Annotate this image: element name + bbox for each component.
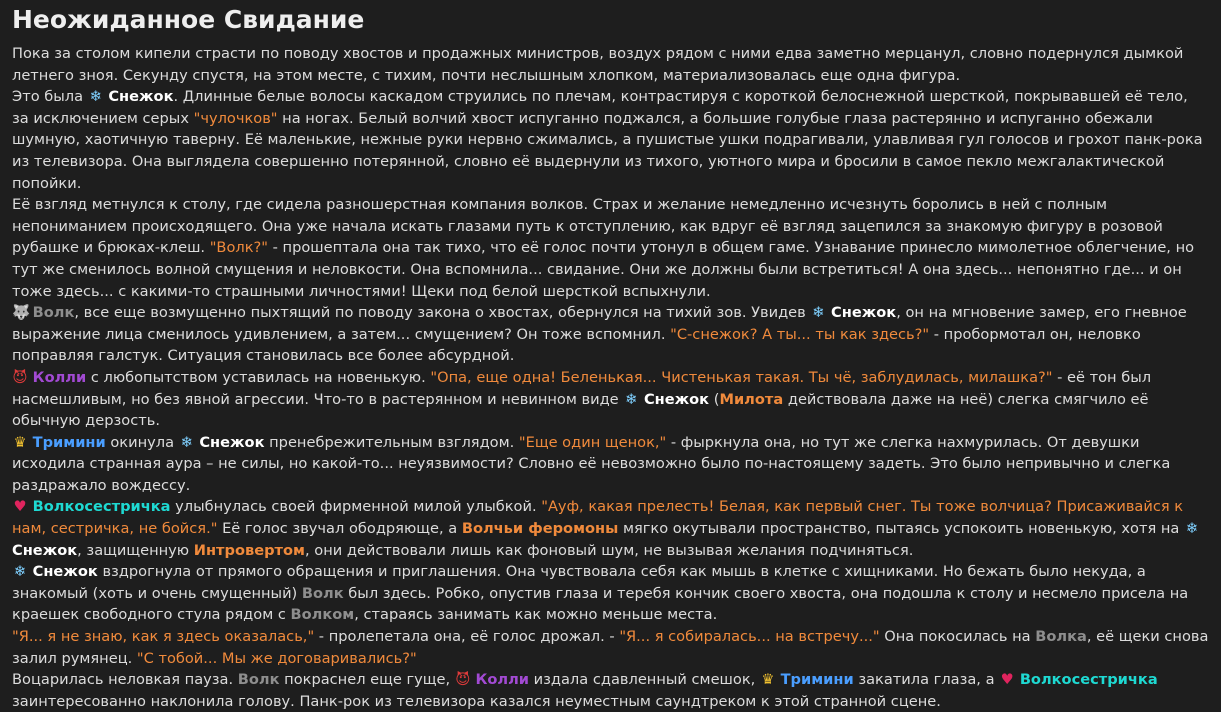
snowflake-icon: ❄ [1185,520,1199,538]
paragraph-text: действовала даже на неё) слегка смягчило её обычную дерзость. [12,390,1149,430]
paragraph-text: мягко окутывали пространство, пытаясь успокоить новенькую, хотя на [622,520,1180,538]
paragraph-text: , её щеки снова залил румянец. [12,628,1209,667]
paragraph-1 [12,43,1209,86]
paragraph-text: был здесь. Робко, опустив глаза и теребя кончик своего хвоста, она подошла к столу и несмело присела на краешек свободного стула рядом с [12,584,1189,624]
character-name-volkosestrichka: Волкосестричка [32,498,171,516]
paragraph-text: , они действовали лишь как фоновый шум, не вызывая желания подчиняться. [304,541,914,559]
paragraph-text: улыбнулась своей фирменной милой улыбкой. [175,498,537,516]
character-name-trimini: Тримини [780,671,854,689]
paragraph-text: - пролепетала она, её голос дрожал. - [318,628,615,646]
crown-icon: ♛ [13,433,27,451]
quote-text: "Еще один щенок," [518,433,667,451]
trait-introvert: Интровертом [193,541,305,559]
paragraph-text: с любопытством уставилась на новенькую. [90,368,426,386]
quote-text: "Я... я собиралась... на встречу..." [619,628,880,646]
paragraph-3 [12,194,1209,302]
paragraph-10 [12,669,1209,712]
character-name-snezhok: Снежок [199,433,265,451]
paragraph-text: покраснел еще гуще, [284,671,451,689]
character-name-snezhok: Снежок [32,563,98,581]
paragraph-text: - её тон был насмешливым, но без явной агрессии. Что-то в растерянном и невинном виде [12,368,1152,408]
quote-text: "С тобой... Мы же договаривались?" [136,649,417,667]
character-name-volk: Волк [301,584,344,602]
heart-icon: ♥ [13,498,27,516]
paragraph-text: Это была [12,88,84,106]
paragraph-text: вздрогнула от прямого обращения и приглашения. Она чувствовала себя как мышь в клетке с хищниками. Но бежать было некуда, а знакомый (хоть и очень смущенный) [12,563,1146,602]
heart-icon: ♥ [1000,671,1014,689]
crown-icon: ♛ [761,671,775,689]
quote-text: "Волк?" [209,239,268,257]
paragraph-2 [12,86,1209,194]
character-name-snezhok: Снежок [643,390,710,408]
paragraph-4 [12,302,1209,367]
character-name-snezhok: Снежок [12,541,78,559]
character-name-volkom: Волком [290,606,355,624]
quote-text: "Опа, еще одна! Беленькая... Чистенькая такая. Ты чё, заблудилась, милашка?" [430,368,1053,386]
paragraph-text: , защищенную [77,541,190,559]
paragraph-text: Пока за столом кипели страсти по поводу хвостов и продажных министров, воздух рядом с ними едва заметно мерцанул, словно подернулся дымкой летнего зноя. Секунду спустя, на этом месте, с тихим, почти неслышным хлопком, материализовалась еще одна фигура. [12,45,1184,84]
snowflake-icon: ❄ [812,304,825,322]
character-name-kolli: Колли [475,671,530,689]
paragraph-text: пренебрежительным взглядом. [269,433,515,451]
paragraph-5 [12,367,1209,432]
snowflake-icon: ❄ [89,88,102,106]
snowflake-icon: ❄ [13,563,27,581]
trait-volchi-feromony: Волчьи феромоны [461,520,619,538]
character-name-volka: Волка [1035,628,1087,646]
quote-text: "Я... я не знаю, как я здесь оказалась," [12,628,315,646]
paragraph-text: заинтересованно наклонила голову. Панк-рок из телевизора казался неуместным саундтреком к этой странной сцене. [12,692,941,710]
snowflake-icon: ❄ [180,433,193,451]
paragraph-text: окинула [110,433,175,451]
character-name-volk: Волк [237,671,280,689]
quote-text: "чулочков" [193,109,278,127]
paragraph-text: Она покосилась на [884,628,1031,646]
quote-text: "С-снежок? А ты... ты как здесь?" [670,325,930,343]
paragraph-text: - фыркнула она, но тут же слегка нахмурилась. От девушки исходила странная аура – не силы, но какой-то... неуязвимости? Словно её невозможно было по-настоящему задеть. Это было непривычно и слегка раздражало вождессу. [12,433,1171,494]
paragraph-6 [12,432,1209,497]
character-name-kolli: Колли [32,368,87,386]
paragraph-text: закатила глаза, а [858,671,995,689]
paragraph-text: Воцарилась неловкая пауза. [12,671,234,689]
character-name-volk: Волк [32,304,75,322]
trait-milota: Милота [719,390,784,408]
character-name-volkosestrichka: Волкосестричка [1019,671,1158,689]
wolf-icon: 🐺 [12,304,31,322]
paragraph-text: ( [713,390,720,408]
paragraph-7 [12,496,1209,561]
quote-text: "Ауф, какая прелесть! Белая, как первый снег. Ты тоже волчица? Присаживайся к нам, сестричка, не бойся." [12,498,1184,538]
character-name-snezhok: Снежок [831,304,897,322]
paragraph-text: . Длинные белые волосы каскадом струились по плечам, контрастируя с короткой белоснежной шерсткой, покрывавшей её тело, за исключением серых [12,88,1188,127]
paragraph-text: на ногах. Белый волчий хвост испуганно поджался, а большие голубые глаза растерянно и испуганно обежали шумную, хаотичную таверну. Её маленькие, нежные руки нервно сжимались, а пушистые ушки подрагивали, улавливая гул голосов и грохот панк-рока из телевизора. Она выглядела совершенно потерянной, словно её выдернули из тихого, уютного мира и бросили в самое пекло межгалактической попойки. [12,109,1203,192]
paragraph-text: , все еще возмущенно пыхтящий по поводу закона о хвостах, обернулся на тихий зов. Увидев [74,304,806,322]
character-name-snezhok: Снежок [108,88,174,106]
paragraph-text: Её голос звучал ободряюще, а [222,520,458,538]
paragraph-8 [12,561,1209,626]
paragraph-text: - прошептала она так тихо, что её голос почти утонул в общем гаме. Узнавание принесло мимолетное облегчение, но тут же сменилось волной смущения и неловкости. Она вспомнила... свидание. Они же должны были встретиться! А она здесь... непонятно где... и он тоже здесь... с какими-то страшными личностями! Щеки под белой шерсткой вспыхнули. [12,239,1195,300]
devil-icon: 😈 [12,368,28,386]
paragraph-text: Её взгляд метнулся к столу, где сидела разношерстная компания волков. Страх и желание немедленно исчезнуть боролись в ней с полным непониманием происходящего. Она уже начала искать глазами путь к отступлению, как вдруг её взгляд зацепился за знакомую фигуру в розовой рубашке и брюках-клеш. [12,196,1163,257]
paragraph-text: , он на мгновение замер, его гневное выражение лица сменилось удивлением, а затем... смущением? Он тоже вспомнил. [12,304,1187,343]
character-name-trimini: Тримини [32,433,106,451]
paragraph-text: - пробормотал он, неловко поправляя галстук. Ситуация становилась все более абсурдной. [12,325,1141,365]
devil-icon: 😈 [455,671,471,689]
snowflake-icon: ❄ [625,390,638,408]
page-title: Неожиданное Свидание [12,5,365,34]
paragraph-text: издала сдавленный смешок, [533,671,756,689]
paragraph-text: , стараясь занимать как можно меньше места. [354,606,718,624]
